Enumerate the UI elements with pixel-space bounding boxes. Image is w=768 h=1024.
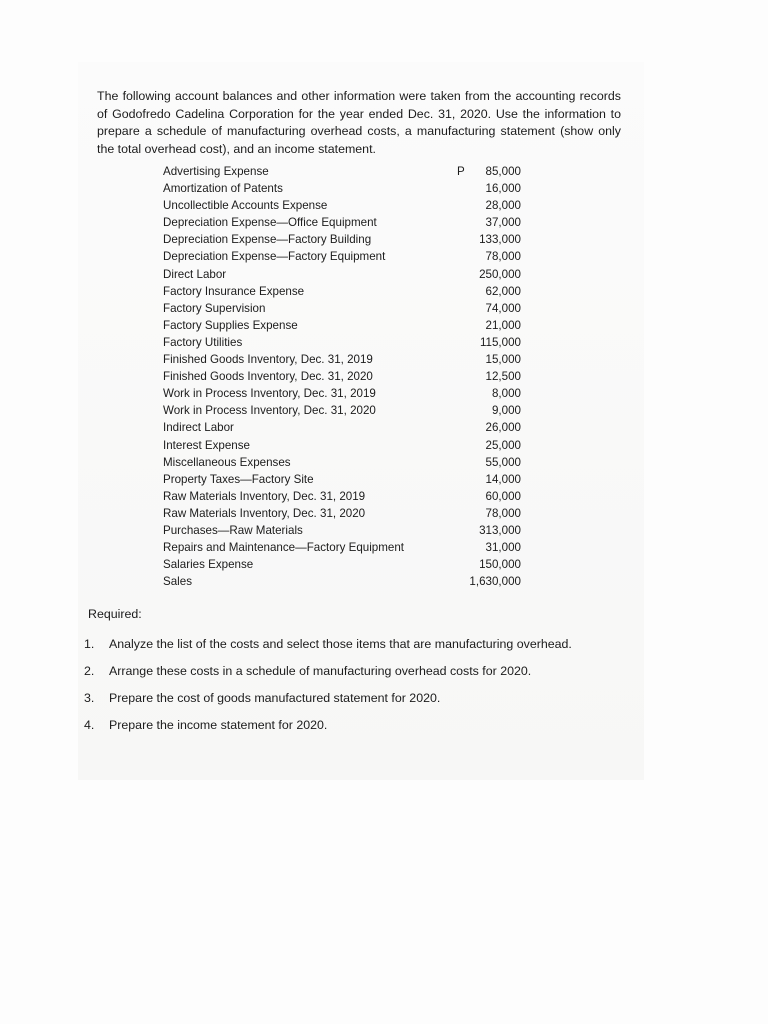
- account-label: Purchases—Raw Materials: [163, 523, 303, 537]
- account-row: [163, 351, 528, 368]
- account-row: [163, 522, 528, 539]
- required-tasks-list: [84, 636, 614, 744]
- task-text: Analyze the list of the costs and select those items that are manufacturing overhead.: [109, 637, 572, 651]
- account-row: [163, 488, 528, 505]
- account-label: Finished Goods Inventory, Dec. 31, 2019: [163, 353, 373, 367]
- task-number: 4.: [84, 718, 95, 732]
- required-heading: Required:: [88, 607, 142, 621]
- account-row: [163, 197, 528, 214]
- account-amount: 78,000: [485, 250, 521, 264]
- account-balances-list: [163, 163, 528, 590]
- task-text: Prepare the income statement for 2020.: [109, 718, 328, 732]
- account-label: Advertising Expense: [163, 165, 269, 178]
- account-amount: 78,000: [485, 506, 521, 520]
- required-task-item: [84, 717, 614, 734]
- task-number: 3.: [84, 691, 95, 705]
- account-row: [163, 368, 528, 385]
- task-text: Prepare the cost of goods manufactured statement for 2020.: [109, 691, 441, 705]
- account-amount: 16,000: [485, 182, 521, 196]
- account-label: Work in Process Inventory, Dec. 31, 2020: [163, 404, 376, 418]
- account-amount: 115,000: [479, 335, 521, 349]
- account-label: Factory Insurance Expense: [163, 284, 305, 298]
- account-row: [163, 556, 528, 573]
- account-row: [163, 573, 528, 590]
- account-amount: 12,500: [485, 370, 521, 384]
- account-row: [163, 231, 528, 248]
- account-row: [163, 266, 528, 283]
- account-label: Factory Supplies Expense: [163, 318, 298, 332]
- account-row: [163, 180, 528, 197]
- account-label: Salaries Expense: [163, 558, 254, 572]
- account-amount: 313,000: [479, 523, 521, 537]
- account-row: [163, 471, 528, 488]
- account-label: Repairs and Maintenance—Factory Equipment: [163, 541, 405, 555]
- account-amount: 133,000: [479, 233, 521, 247]
- account-row: [163, 539, 528, 556]
- task-text: Arrange these costs in a schedule of manufacturing overhead costs for 2020.: [109, 664, 532, 678]
- account-label: Indirect Labor: [163, 421, 234, 435]
- account-label: Raw Materials Inventory, Dec. 31, 2019: [163, 489, 366, 503]
- account-amount: 9,000: [491, 404, 521, 418]
- account-amount: 14,000: [485, 472, 521, 486]
- account-label: Factory Supervision: [163, 301, 266, 315]
- account-label: Raw Materials Inventory, Dec. 31, 2020: [163, 506, 366, 520]
- account-row: [163, 505, 528, 522]
- account-amount: 15,000: [485, 353, 521, 367]
- account-label: Uncollectible Accounts Expense: [163, 199, 328, 213]
- task-number: 2.: [84, 664, 95, 678]
- account-label: Sales: [163, 575, 193, 589]
- account-row: [163, 334, 528, 351]
- account-amount: 150,000: [479, 558, 521, 572]
- account-label: Interest Expense: [163, 438, 251, 452]
- account-label: Depreciation Expense—Factory Building: [163, 233, 372, 247]
- account-amount: 1,630,000: [469, 575, 521, 589]
- account-row: [163, 437, 528, 454]
- account-amount: 21,000: [485, 318, 521, 332]
- account-amount: 60,000: [485, 489, 521, 503]
- account-amount: 31,000: [485, 541, 521, 555]
- account-row: [163, 163, 528, 180]
- account-row: [163, 385, 528, 402]
- account-row: [163, 283, 528, 300]
- account-row: [163, 454, 528, 471]
- account-label: Amortization of Patents: [163, 182, 283, 196]
- required-task-item: [84, 663, 614, 680]
- account-amount: 85,000: [485, 165, 521, 178]
- account-amount: 28,000: [485, 199, 521, 213]
- account-label: Miscellaneous Expenses: [163, 455, 291, 469]
- required-task-item: [84, 636, 614, 653]
- account-label: Factory Utilities: [163, 335, 243, 349]
- account-amount: 8,000: [491, 387, 521, 401]
- account-label: Direct Labor: [163, 267, 227, 281]
- account-amount: 250,000: [479, 267, 521, 281]
- task-number: 1.: [84, 637, 95, 651]
- account-amount: 55,000: [485, 455, 521, 469]
- account-amount: 37,000: [485, 216, 521, 230]
- account-label: Finished Goods Inventory, Dec. 31, 2020: [163, 370, 373, 384]
- account-row: [163, 402, 528, 419]
- account-row: [163, 248, 528, 265]
- account-label: Depreciation Expense—Factory Equipment: [163, 250, 386, 264]
- account-row: [163, 419, 528, 436]
- currency-symbol: P: [457, 165, 465, 178]
- intro-paragraph: The following account balances and other information were taken from the accounting records of Godofredo Cadelina Corporation for the year ended Dec. 31, 2020. Use the information to prepare a schedule of manufacturing overhead costs, a manufacturing statement (show only the total overhead cost), and an income statement.: [97, 89, 621, 156]
- required-task-item: [84, 690, 614, 707]
- account-label: Work in Process Inventory, Dec. 31, 2019: [163, 387, 376, 401]
- account-row: [163, 317, 528, 334]
- account-row: [163, 300, 528, 317]
- account-label: Property Taxes—Factory Site: [163, 472, 314, 486]
- account-amount: 25,000: [485, 438, 521, 452]
- account-label: Depreciation Expense—Office Equipment: [163, 216, 377, 230]
- account-amount: 74,000: [485, 301, 521, 315]
- account-amount: 26,000: [485, 421, 521, 435]
- account-row: [163, 214, 528, 231]
- account-amount: 62,000: [485, 284, 521, 298]
